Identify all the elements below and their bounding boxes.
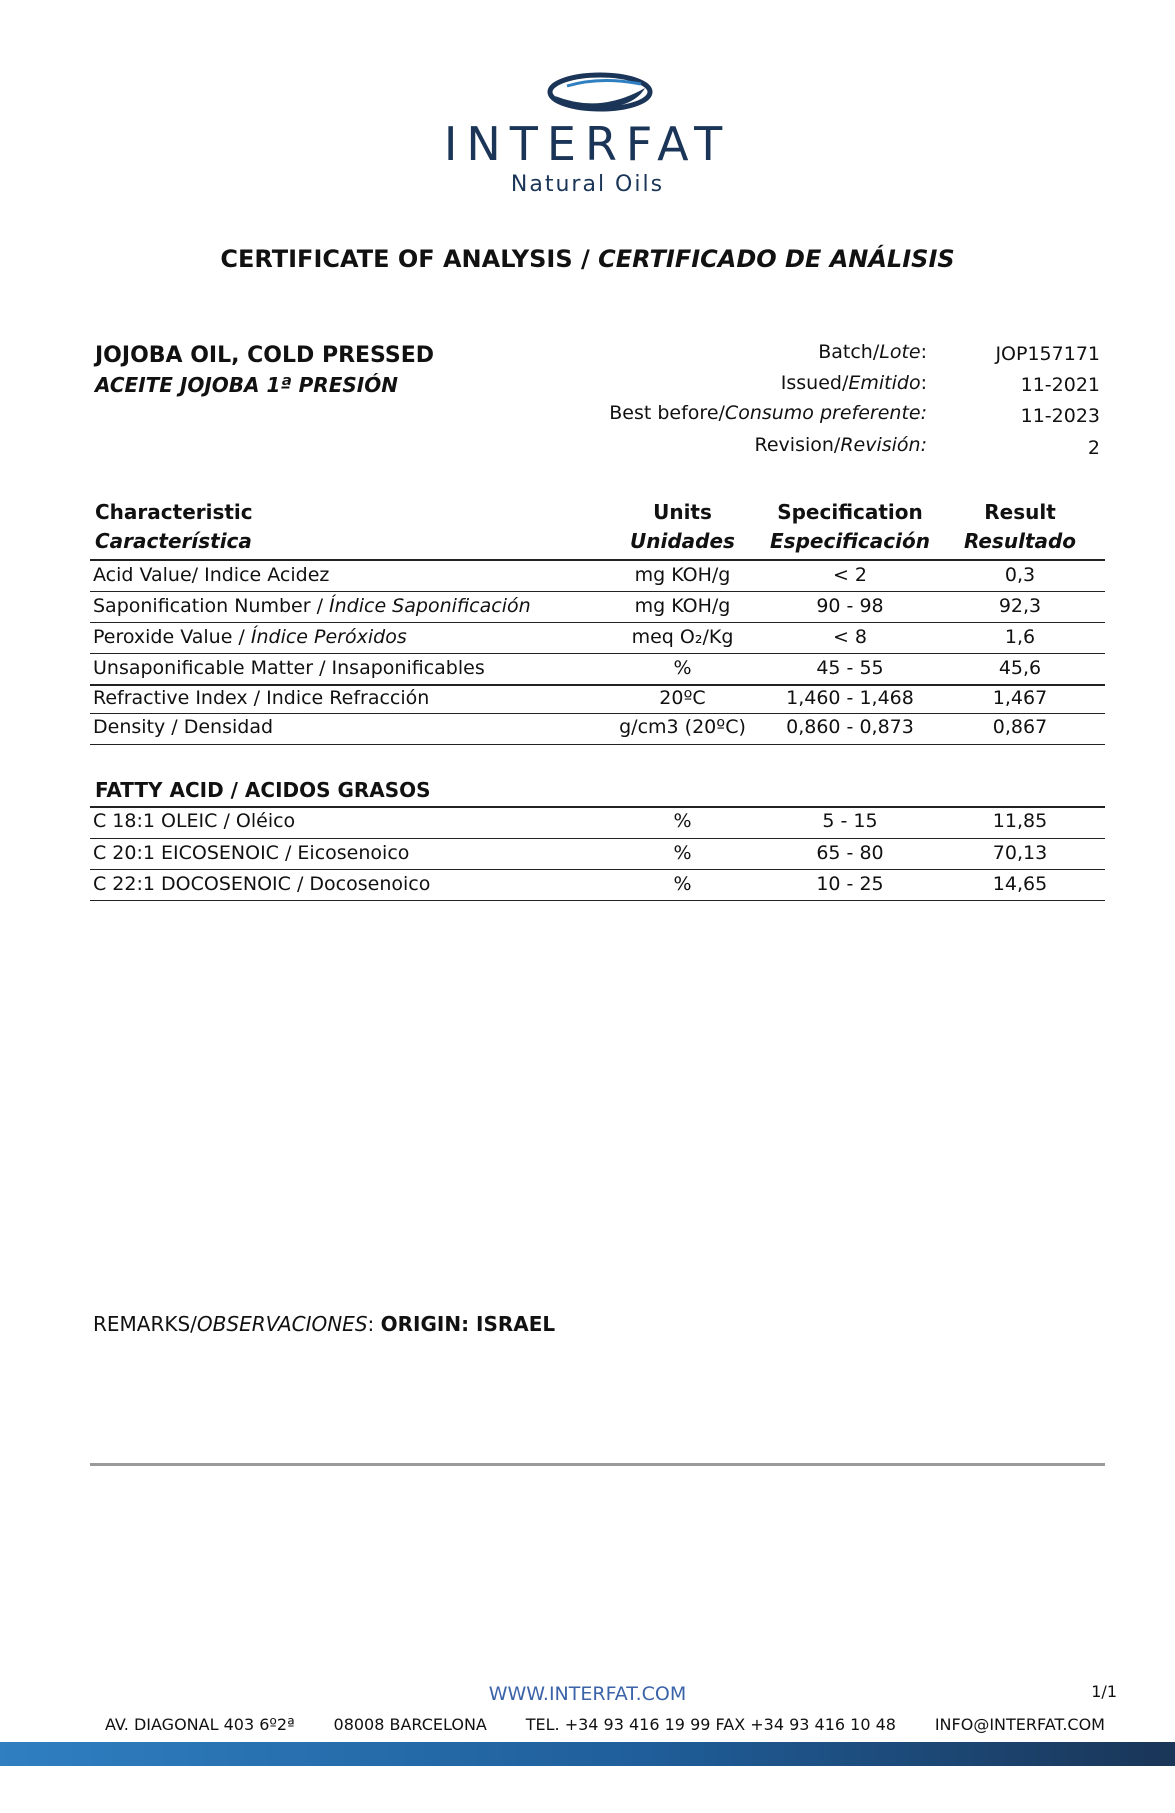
table-row-spec: 90 - 98 <box>816 595 884 617</box>
product-name-es: ACEITE JOJOBA 1ª PRESIÓN <box>95 373 398 397</box>
fatty-acid-title: FATTY ACID / ACIDOS GRASOS <box>95 778 431 802</box>
table-row-spec: < 2 <box>832 564 868 586</box>
fatty-row-result: 14,65 <box>992 873 1048 895</box>
fatty-row-unit: % <box>673 810 692 832</box>
brand-name: INTERFAT <box>443 117 732 171</box>
header-result: Result <box>984 500 1056 524</box>
document-title <box>0 245 1175 273</box>
issued-value: 11-2021 <box>1020 374 1100 396</box>
title-en: CERTIFICATE OF ANALYSIS / <box>220 245 599 273</box>
table-row-result: 0,3 <box>1004 564 1036 586</box>
row-rule <box>90 684 1105 686</box>
fatty-row-result: 70,13 <box>992 842 1048 864</box>
best-before-value: 11-2023 <box>1020 405 1100 427</box>
header-units: Units <box>653 500 712 524</box>
table-row-result: 1,467 <box>992 687 1048 709</box>
table-row-unit: meq O₂/Kg <box>631 626 734 648</box>
table-row-result: 92,3 <box>998 595 1042 617</box>
header-spec-es: Especificación <box>770 529 930 553</box>
fatty-row-unit: % <box>673 842 692 864</box>
footer-divider <box>90 1463 1105 1466</box>
fatty-row-spec: 65 - 80 <box>816 842 884 864</box>
fatty-header-rule <box>90 806 1105 808</box>
table-row-result: 1,6 <box>1004 626 1036 648</box>
row-rule <box>90 622 1105 623</box>
remarks-value: ORIGIN: ISRAEL <box>380 1312 556 1336</box>
header-units-es: Unidades <box>630 529 735 553</box>
table-row-unit: mg KOH/g <box>634 564 731 586</box>
revision-label: Revision/Revisión: <box>754 434 927 456</box>
row-rule <box>90 713 1105 714</box>
fatty-row-name: C 18:1 OLEIC / Oléico <box>93 810 296 832</box>
row-rule <box>90 900 1105 901</box>
fatty-row-spec: 10 - 25 <box>816 873 884 895</box>
table-row-name: Peroxide Value / Índice Peróxidos <box>93 626 407 648</box>
row-rule <box>90 838 1105 839</box>
page-number: 1/1 <box>1091 1682 1117 1701</box>
fatty-row-spec: 5 - 15 <box>822 810 878 832</box>
fatty-row-name: C 20:1 EICOSENOIC / Eicosenoico <box>93 842 410 864</box>
best-before-label: Best before/Consumo preferente: <box>609 402 927 424</box>
fatty-row-result: 11,85 <box>992 810 1048 832</box>
footer-color-bar <box>0 1742 1175 1766</box>
table-row-spec: < 8 <box>832 626 868 648</box>
footer-city: 08008 BARCELONA <box>333 1715 487 1734</box>
fatty-row-name: C 22:1 DOCOSENOIC / Docosenoico <box>93 873 431 895</box>
header-spec: Specification <box>777 500 923 524</box>
table-row-spec: 1,460 - 1,468 <box>786 687 914 709</box>
table-row-name: Saponification Number / Índice Saponificación <box>93 595 531 617</box>
table-row-name: Unsaponificable Matter / Insaponificables <box>93 657 485 679</box>
table-row-name: Density / Densidad <box>93 716 274 738</box>
table-row-name: Refractive Index / Indice Refracción <box>93 687 430 709</box>
table-row-name: Acid Value/ Indice Acidez <box>93 564 330 586</box>
footer-phone: TEL. +34 93 416 19 99 FAX +34 93 416 10 48 <box>525 1715 896 1734</box>
table-row-unit: 20ºC <box>659 687 706 709</box>
table-row-spec: 0,860 - 0,873 <box>786 716 914 738</box>
footer-address: AV. DIAGONAL 403 6º2ª <box>105 1715 295 1734</box>
interfat-logo-icon <box>545 70 655 114</box>
footer-email-link[interactable]: INFO@INTERFAT.COM <box>934 1715 1105 1734</box>
revision-value: 2 <box>1087 437 1100 459</box>
table-row-spec: 45 - 55 <box>816 657 884 679</box>
table-header-rule <box>90 559 1105 561</box>
header-characteristic: Characteristic <box>95 500 253 524</box>
table-row-unit: mg KOH/g <box>634 595 731 617</box>
table-row-unit: g/cm3 (20ºC) <box>619 716 746 738</box>
table-row-unit: % <box>673 657 692 679</box>
issued-label: Issued/Emitido: <box>780 372 927 394</box>
footer-contact-line <box>105 1715 1105 1734</box>
fatty-row-unit: % <box>673 873 692 895</box>
footer-website-link[interactable]: WWW.INTERFAT.COM <box>488 1683 687 1705</box>
header-result-es: Resultado <box>963 529 1077 553</box>
row-rule <box>90 653 1105 654</box>
table-row-result: 0,867 <box>992 716 1048 738</box>
row-rule <box>90 591 1105 592</box>
table-row-result: 45,6 <box>998 657 1042 679</box>
product-name: JOJOBA OIL, COLD PRESSED <box>95 343 435 368</box>
row-rule <box>90 744 1105 745</box>
title-es: CERTIFICADO DE ANÁLISIS <box>598 245 955 273</box>
batch-label: Batch/Lote: <box>818 341 927 363</box>
header-characteristic-es: Característica <box>95 529 252 553</box>
brand-subtitle: Natural Oils <box>510 172 665 197</box>
batch-value: JOP157171 <box>995 343 1100 365</box>
remarks: REMARKS/OBSERVACIONES: ORIGIN: ISRAEL <box>93 1312 556 1336</box>
row-rule <box>90 869 1105 870</box>
